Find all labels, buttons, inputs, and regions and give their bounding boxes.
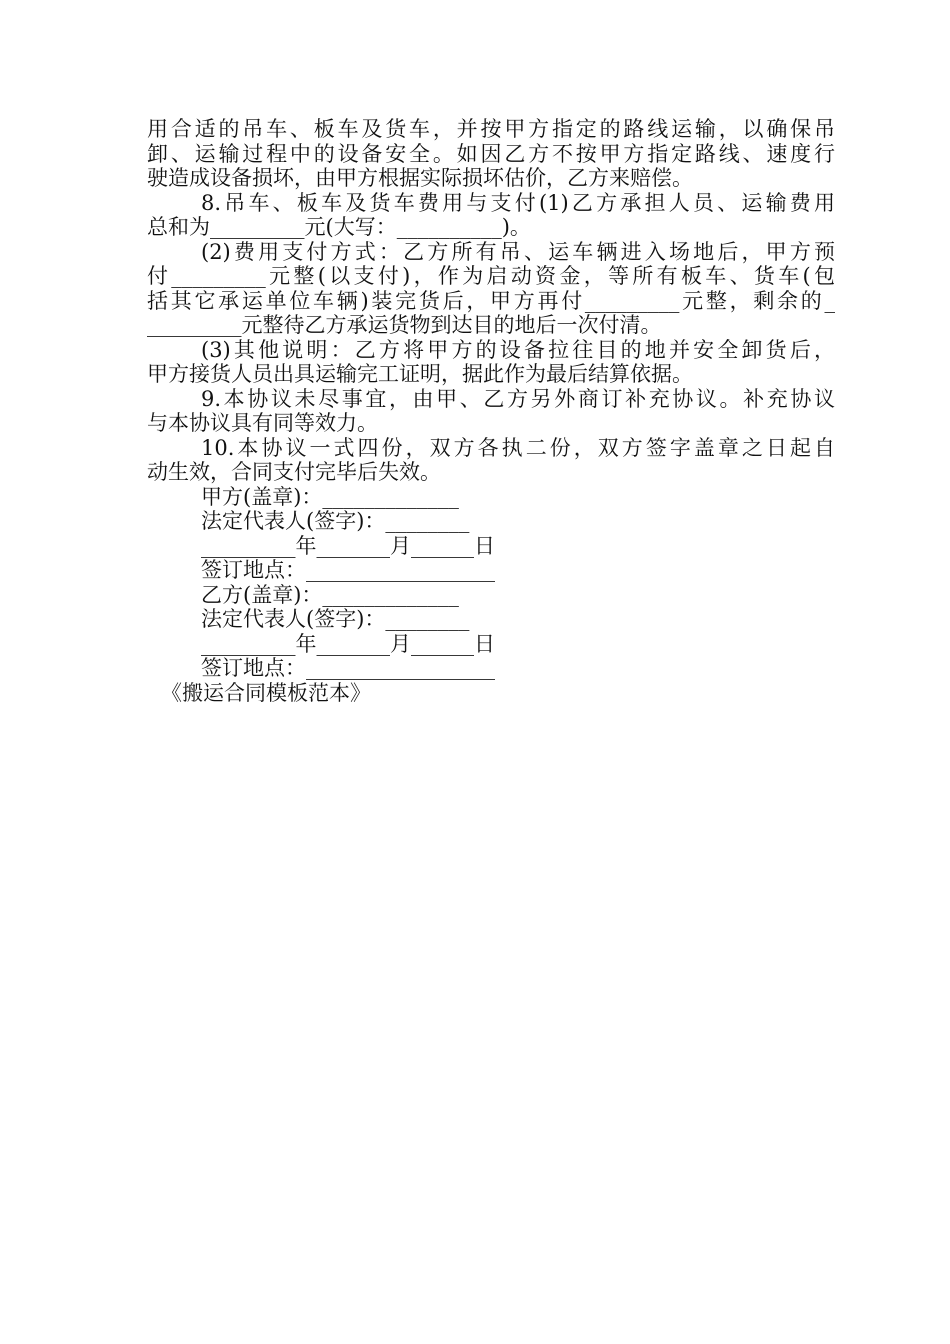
party-b-representative-field: 法定代表人(签字)：________ — [201, 607, 470, 631]
text-line: 卸、运输过程中的设备安全。如因乙方不按甲方指定路线、速度行 — [147, 141, 835, 166]
text-line: 括其它承运单位车辆)装完货后，甲方再付_________元整，剩余的_ — [147, 288, 835, 313]
party-a-date-field: _________年_______月______日 — [201, 533, 495, 558]
text-line: 甲方接货人员出具运输完工证明，据此作为最后结算依据。 — [147, 362, 693, 386]
text-line: 与本协议具有同等效力。 — [147, 411, 378, 435]
clause-9-line: 9.本协议未尽事宜，由甲、乙方另外商订补充协议。补充协议 — [201, 386, 835, 411]
clause-8-line: 8.吊车、板车及货车费用与支付(1)乙方承担人员、运输费用 — [201, 190, 835, 215]
payment-method-line: (2)费用支付方式：乙方所有吊、运车辆进入场地后，甲方预 — [201, 239, 835, 264]
text-line: 总和为_________元(大写：__________)。 — [147, 215, 531, 239]
other-notes-line: (3)其他说明：乙方将甲方的设备拉往目的地并安全卸货后， — [201, 337, 835, 362]
party-b-seal-field: 乙方(盖章)：_____________ — [201, 582, 459, 607]
party-b-date-field: _________年_______月______日 — [201, 631, 495, 656]
party-b-location-field: 签订地点：__________________ — [201, 656, 495, 680]
text-line: 驶造成设备损坏，由甲方根据实际损坏估价，乙方来赔偿。 — [147, 166, 693, 190]
document-title-footer: 《搬运合同模板范本》 — [161, 680, 371, 705]
text-line: 付_________元整(以支付)，作为启动资金，等所有板车、货车(包 — [147, 264, 835, 288]
party-a-seal-field: 甲方(盖章)：_____________ — [201, 484, 459, 509]
text-line: 用合适的吊车、板车及货车，并按甲方指定的路线运输，以确保吊 — [147, 117, 835, 141]
clause-10-line: 10.本协议一式四份，双方各执二份，双方签字盖章之日起自 — [201, 435, 835, 460]
contract-body — [147, 117, 835, 705]
text-line: 动生效，合同支付完毕后失效。 — [147, 460, 441, 484]
party-a-location-field: 签订地点：__________________ — [201, 558, 495, 582]
text-line: _________元整待乙方承运货物到达目的地后一次付清。 — [147, 313, 662, 337]
party-a-representative-field: 法定代表人(签字)：________ — [201, 509, 470, 533]
